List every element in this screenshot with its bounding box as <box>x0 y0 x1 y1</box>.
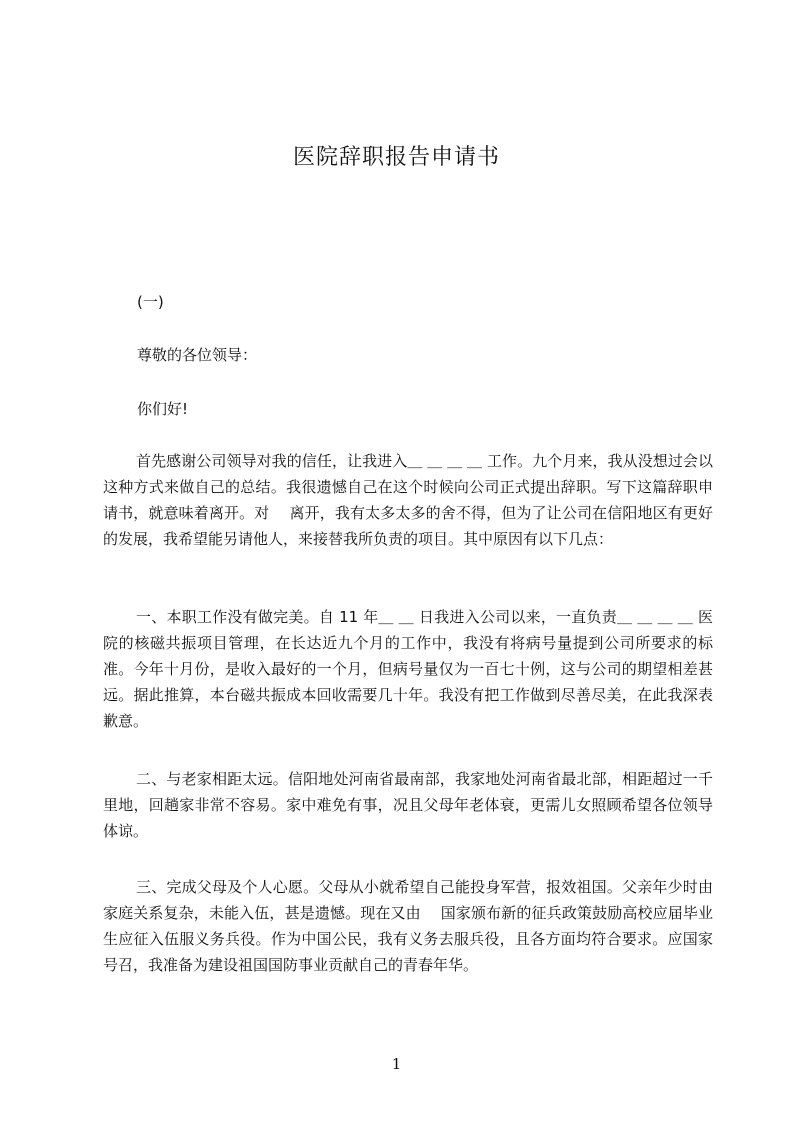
paragraph-reason-2: 二、与老家相距太远。信阳地处河南省最南部，我家地处河南省最北部，相距超过一千里地，回趟家非常不容易。家中难免有事，况且父母年老体衰，更需儿女照顾希望各位领导体谅。 <box>103 770 713 840</box>
paragraph-reason-1: 一、本职工作没有做完美。自 11 年＿ ＿ 日我进入公司以来，一直负责＿ ＿ ＿ ＿ 医院的核磁共振项目管理，在长达近九个月的工作中，我没有将病号量提到公司所要求的标准。今年十月份，是收入最好的一个月，但病号量仅为一百七十例，这与公司的期望相差甚远。据此推算，本台磁共振成本回收需要几十年。我没有把工作做到尽善尽美，在此我深表歉意。 <box>103 608 713 730</box>
paragraph-intro: 首先感谢公司领导对我的信任，让我进入＿ ＿ ＿ ＿ 工作。九个月来，我从没想过会以这种方式来做自己的总结。我很遗憾自己在这个时候向公司正式提出辞职。写下这篇辞职申请书，就意味着离开。对 离开，我有太多太多的舍不得，但为了让公司在信阳地区有更好的发展，我希望能另请他人，来接替我所负责的项目。其中原因有以下几点： <box>103 452 713 548</box>
paragraph-reason-3: 三、完成父母及个人心愿。父母从小就希望自己能投身军营，报效祖国。父亲年少时由 家庭关系复杂，未能入伍，甚是遗憾。现在又由 国家颁布新的征兵政策鼓励高校应届毕业生应征入伍服义务兵役。作为中国公民，我有义务去服兵役，且各方面均符合要求。应国家号召，我准备为建设祖国国防事业贡献自己的青春年华。 <box>103 878 733 974</box>
page-number: 1 <box>391 1055 402 1073</box>
greeting: 你们好! <box>137 400 189 418</box>
section-marker: (一) <box>137 293 164 311</box>
salutation: 尊敬的各位领导： <box>137 346 258 364</box>
document-title: 医院辞职报告申请书 <box>292 145 500 170</box>
